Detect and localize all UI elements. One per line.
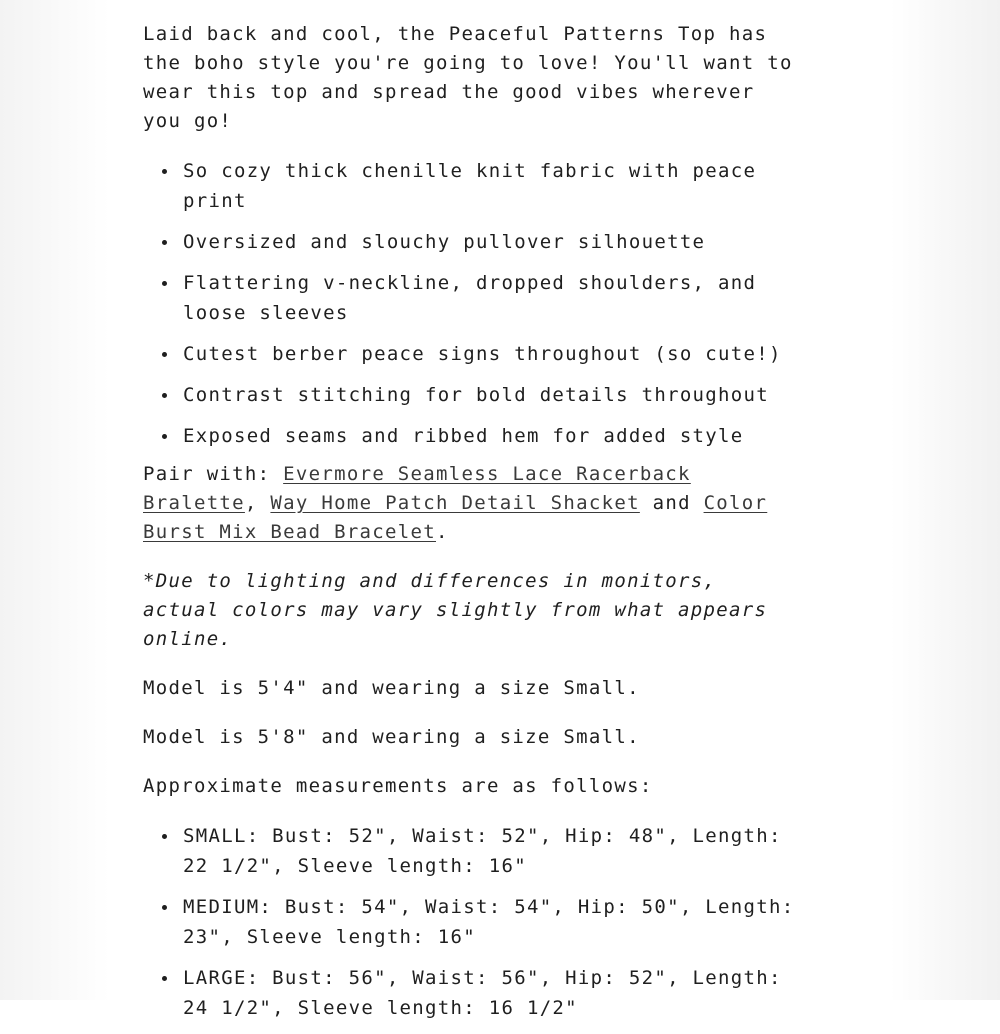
model-size-line: Model is 5'8" and wearing a size Small.	[143, 726, 640, 748]
model-size-line: Model is 5'4" and wearing a size Small.	[143, 677, 640, 699]
feature-item: So cozy thick chenille knit fabric with peace print	[183, 156, 803, 216]
pair-separator: ,	[244, 492, 258, 514]
color-disclaimer: *Due to lighting and differences in monitors, actual colors may vary slightly from what appears online.	[143, 570, 768, 650]
feature-item: Oversized and slouchy pullover silhouette	[183, 227, 803, 257]
feature-item: Contrast stitching for bold details throughout	[183, 380, 803, 410]
size-measurements-list	[143, 821, 803, 1023]
size-measurement-item: LARGE: Bust: 56", Waist: 56", Hip: 52", Length: 24 1/2", Sleeve length: 16 1/2"	[183, 963, 803, 1023]
product-description	[143, 20, 803, 1034]
intro-paragraph: Laid back and cool, the Peaceful Patterns Top has the boho style you're going to love! You'll want to wear this top and spread the good vibes wherever you go!	[143, 23, 793, 132]
size-measurement-item: MEDIUM: Bust: 54", Waist: 54", Hip: 50", Length: 23", Sleeve length: 16"	[183, 892, 803, 952]
feature-item: Flattering v-neckline, dropped shoulders, and loose sleeves	[183, 268, 803, 328]
pair-with-paragraph	[143, 460, 803, 547]
bralette-link[interactable]: Evermore Seamless Lace Racerback Bralette	[143, 463, 691, 514]
feature-item: Cutest berber peace signs throughout (so cute!)	[183, 339, 803, 369]
bracelet-link[interactable]: Color Burst Mix Bead Bracelet	[143, 492, 768, 543]
size-measurement-item: SMALL: Bust: 52", Waist: 52", Hip: 48", Length: 22 1/2", Sleeve length: 16"	[183, 821, 803, 881]
measurements-intro: Approximate measurements are as follows:	[143, 775, 653, 797]
feature-list	[143, 156, 803, 451]
shacket-link[interactable]: Way Home Patch Detail Shacket	[270, 492, 640, 514]
pair-separator: and	[639, 492, 704, 514]
pair-with-prefix: Pair with:	[143, 463, 284, 485]
feature-item: Exposed seams and ribbed hem for added style	[183, 421, 803, 451]
pair-with-suffix: .	[436, 521, 449, 543]
